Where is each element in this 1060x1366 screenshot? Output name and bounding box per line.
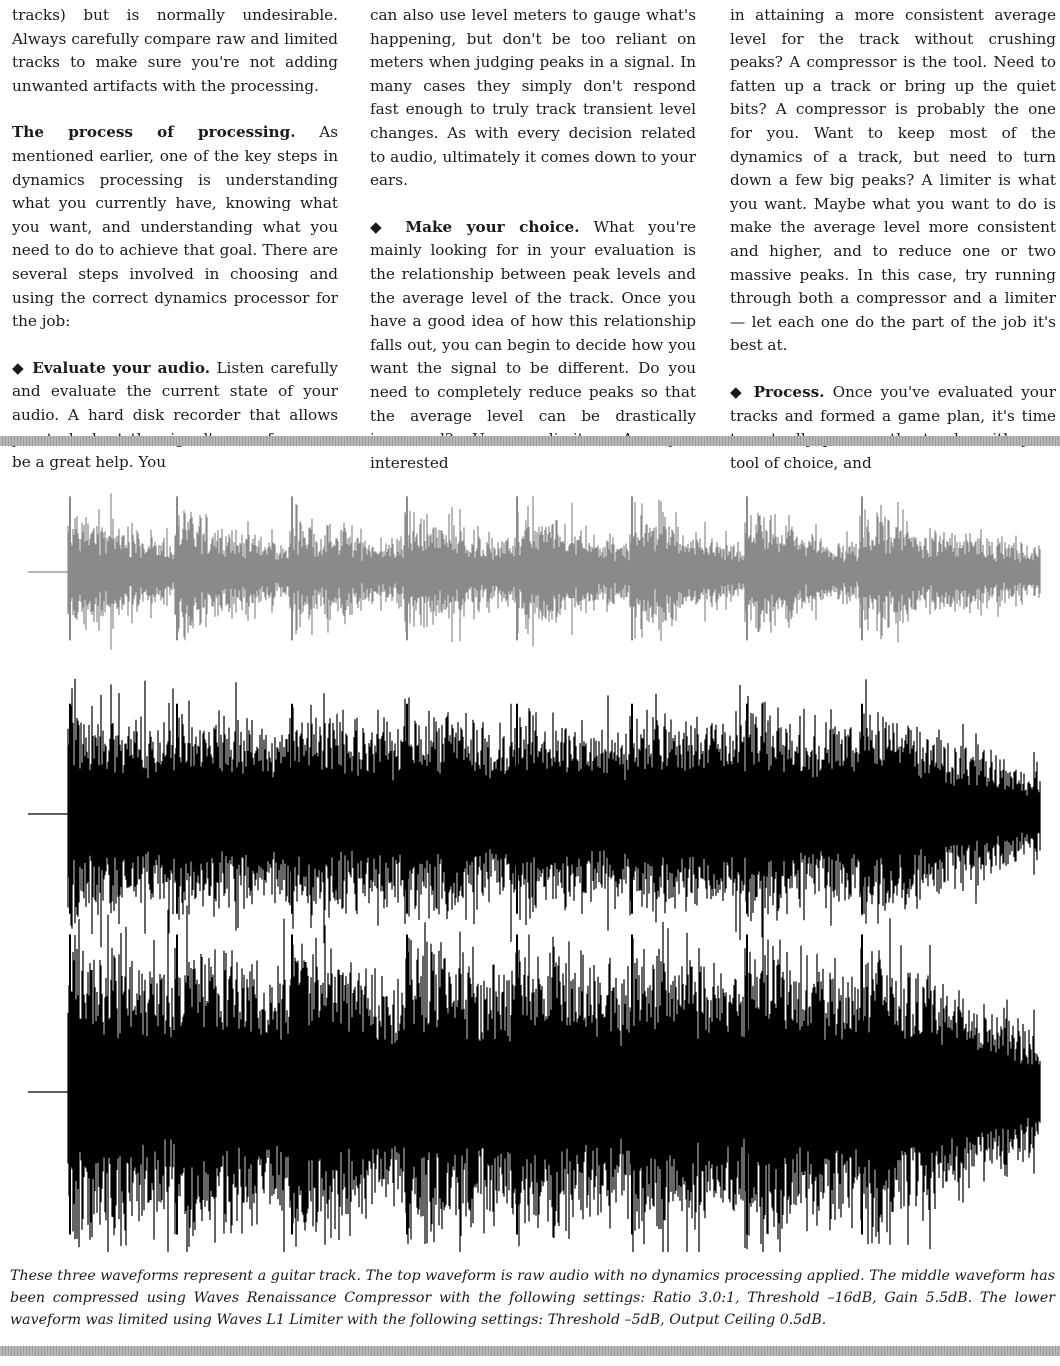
paragraph-body: Once you've evaluated your tracks and formed a game plan, it's time tool of choice, and [730, 382, 1056, 472]
text-column-1 [12, 4, 338, 498]
paragraph-body: Listen carefully and evaluate the current state of your audio. A hard disk recorder that allows be a great help. You [12, 358, 338, 472]
waveform-limited [28, 900, 1040, 1252]
step-heading: Evaluate your audio. [25, 358, 210, 377]
text-column-2 [370, 4, 696, 498]
diamond-bullet-icon: ◆ [370, 217, 391, 236]
step-heading: Make your choice. [390, 217, 580, 236]
diamond-bullet-icon: ◆ [12, 358, 26, 377]
figure-caption: These three waveforms represent a guitar track. The top waveform is raw audio with no dynamics processing applied. The middle waveform has been compressed using Waves Renaissance Compressor with the following settings: Ratio 3.0:1, Threshold –16dB, Gain 5.5dB. The lower waveform was limited using Waves L1 Limiter with the following settings: Threshold –5dB, Output Ceiling 0.5dB. [10, 1268, 1055, 1328]
text-column-3 [730, 4, 1056, 498]
paragraph: tracks) but is normally undesirable. Always carefully compare raw and limited tracks to make sure you're not adding unwanted artifacts with the processing. [12, 6, 338, 95]
top-divider-rule [0, 436, 1060, 446]
section-heading: The process of processing. [12, 123, 296, 142]
waveform-compressed [28, 679, 1040, 947]
waveform-raw [28, 493, 1040, 649]
bottom-divider-rule [0, 1346, 1060, 1356]
paragraph-body: What you're mainly looking for in your evaluation is the relationship between peak levels and the average level of the track. Once you have a good idea of how this relationship falls out, you can begin to decide how you want the signal to be different. Do you need to completely reduce peaks so that the average level can be drastically interested [370, 217, 696, 472]
paragraph: in attaining a more consistent average level for the track without crushing peaks? A compressor is the tool. Need to fatten up a track or bring up the quiet bits? A compressor is probably the one for you. Want to keep most of the dynamics of a track, but need to turn down a few big peaks? A limiter is what you want. Maybe what you want to do is make the average level more consistent and higher, and to reduce one or two massive peaks. In this case, try running through both a compressor and a limiter — let each one do the part of the job it's best at. [730, 6, 1056, 355]
step-heading: Process. [745, 382, 825, 401]
diamond-bullet-icon: ◆ [730, 382, 746, 401]
paragraph: can also use level meters to gauge what's happening, but don't be too reliant on meters when judging peaks in a signal. In many cases they simply don't respond fast enough to truly track transient level changes. As with every decision related to audio, ultimately it comes down to your ears. [370, 6, 696, 190]
paragraph-body: As mentioned earlier, one of the key steps in dynamics processing is understanding what you currently have, knowing what you want, and understanding what you need to do to achieve that goal. There are several steps involved in choosing and using the correct dynamics processor for the job: [12, 123, 338, 331]
paragraph [12, 121, 338, 333]
waveform-figure [0, 452, 1060, 1252]
